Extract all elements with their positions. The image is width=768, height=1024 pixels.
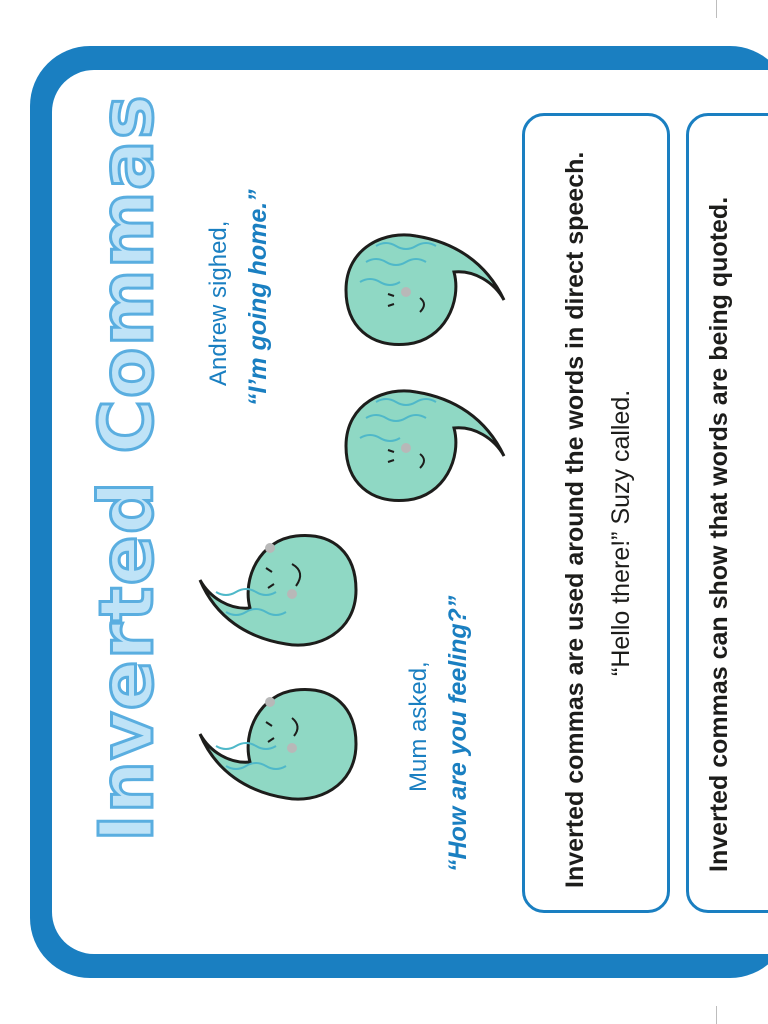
info-card-rule: Inverted commas are used around the words in direct speech.: [561, 151, 589, 888]
example-speaker-andrew: Andrew sighed,: [205, 220, 232, 386]
example-speech-mum: “How are you feeling?”: [444, 595, 472, 872]
info-card-direct-speech: [522, 113, 670, 913]
crop-mark-top: [716, 0, 717, 18]
example-speech-andrew: “I’m going home.”: [244, 189, 272, 406]
comma-character-icon: [336, 378, 516, 508]
crop-mark-bottom: [716, 1006, 717, 1024]
example-speaker-mum: Mum asked,: [405, 661, 432, 792]
comma-character-icon: [336, 222, 516, 352]
poster-title: Inverted Commas: [84, 94, 170, 842]
info-card-example: “Hello there!” Suzy called.: [607, 389, 635, 676]
comma-character-icon: [196, 682, 366, 812]
info-card-rule: Inverted commas can show that words are being quoted.: [705, 196, 733, 872]
comma-character-icon: [196, 528, 366, 658]
